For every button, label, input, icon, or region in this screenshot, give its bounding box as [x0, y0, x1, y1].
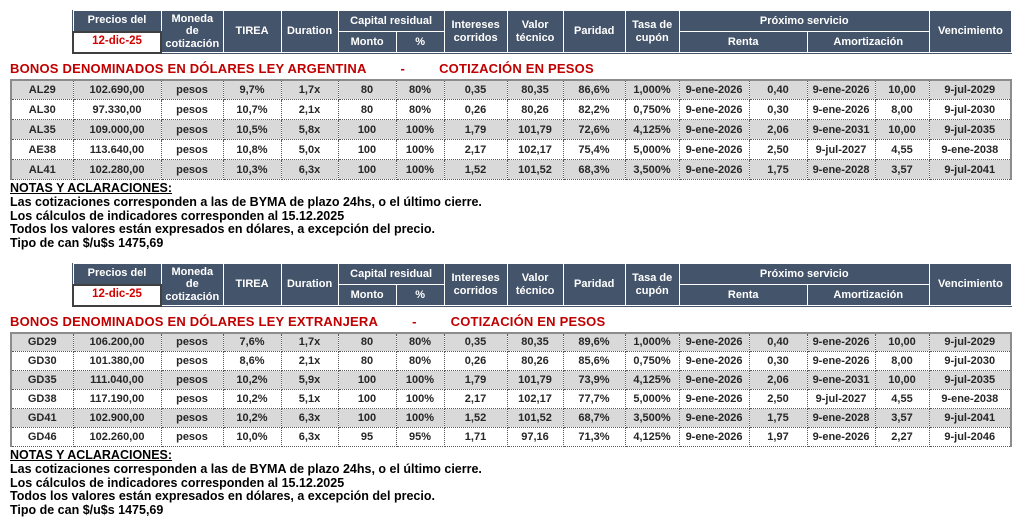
cell-vencimiento: 9-ene-2038: [929, 390, 1011, 409]
cell-monto: 100: [338, 390, 396, 409]
bond-row-GD46: [11, 428, 1011, 447]
cell-tasa_cupon: 3,500%: [625, 409, 679, 428]
cell-precio: 102.690,00: [73, 80, 161, 100]
cell-duration: 6,3x: [281, 428, 338, 447]
cell-amortizacion_monto: 8,00: [875, 100, 929, 120]
cell-precio: 117.190,00: [73, 390, 161, 409]
cell-tasa_cupon: 4,125%: [625, 120, 679, 140]
cell-paridad: 86,6%: [563, 80, 625, 100]
col-header-tirea: TIREA: [223, 264, 281, 306]
cell-amortizacion_fecha: 9-ene-2031: [807, 371, 875, 390]
cell-duration: 5,1x: [281, 390, 338, 409]
bond-table-ley-argentina: [10, 79, 1012, 181]
cell-paridad: 68,3%: [563, 160, 625, 180]
cell-moneda: pesos: [161, 80, 223, 100]
cell-intereses_corridos: 0,35: [444, 80, 507, 100]
cell-valor_tecnico: 80,26: [507, 100, 563, 120]
cell-valor_tecnico: 80,35: [507, 333, 563, 352]
notes-line-2: Los cálculos de indicadores corresponden al 15.12.2025: [10, 210, 1024, 224]
cell-tasa_cupon: 1,000%: [625, 333, 679, 352]
col-header-proximo-servicio: Próximo servicio: [679, 264, 929, 285]
cell-ticker: GD41: [11, 409, 73, 428]
cell-renta_fecha: 9-ene-2026: [679, 390, 749, 409]
cell-monto: 80: [338, 333, 396, 352]
col-header-precios-del: Precios del: [73, 264, 161, 285]
notes-block-2: [10, 448, 1024, 517]
cell-duration: 1,7x: [281, 80, 338, 100]
col-header-moneda: Moneda de cotización: [161, 11, 223, 53]
cell-amortizacion_monto: 4,55: [875, 140, 929, 160]
cell-precio: 106.200,00: [73, 333, 161, 352]
cell-amortizacion_fecha: 9-ene-2026: [807, 352, 875, 371]
cell-valor_tecnico: 80,26: [507, 352, 563, 371]
cell-monto: 100: [338, 120, 396, 140]
cell-pct: 80%: [396, 333, 444, 352]
cell-vencimiento: 9-jul-2030: [929, 100, 1011, 120]
cell-valor_tecnico: 80,35: [507, 80, 563, 100]
cell-intereses_corridos: 1,79: [444, 120, 507, 140]
notes-line-1: Las cotizaciones corresponden a las de BYMA de plazo 24hs, o el último cierre.: [10, 463, 1024, 477]
column-header-table-2: [72, 263, 1012, 307]
cell-renta_monto: 0,30: [749, 100, 807, 120]
cell-intereses_corridos: 1,52: [444, 409, 507, 428]
cell-valor_tecnico: 102,17: [507, 140, 563, 160]
col-header-duration: Duration: [281, 264, 338, 306]
col-header-pct: %: [396, 32, 444, 53]
cell-precio: 111.040,00: [73, 371, 161, 390]
col-header-proximo-servicio: Próximo servicio: [679, 11, 929, 32]
cell-monto: 80: [338, 100, 396, 120]
cell-ticker: AE38: [11, 140, 73, 160]
cell-monto: 100: [338, 140, 396, 160]
cell-pct: 80%: [396, 80, 444, 100]
col-header-amortizacion: Amortización: [807, 285, 929, 306]
cell-vencimiento: 9-jul-2046: [929, 428, 1011, 447]
cell-precio: 102.280,00: [73, 160, 161, 180]
cell-tasa_cupon: 5,000%: [625, 390, 679, 409]
cell-renta_fecha: 9-ene-2026: [679, 140, 749, 160]
cell-tirea: 7,6%: [223, 333, 281, 352]
bond-row-GD41: [11, 409, 1011, 428]
cell-amortizacion_monto: 4,55: [875, 390, 929, 409]
cell-pct: 95%: [396, 428, 444, 447]
cell-renta_monto: 1,97: [749, 428, 807, 447]
cell-paridad: 71,3%: [563, 428, 625, 447]
bond-row-AL30: [11, 100, 1011, 120]
cell-amortizacion_fecha: 9-ene-2026: [807, 80, 875, 100]
cell-pct: 100%: [396, 140, 444, 160]
cell-intereses_corridos: 1,79: [444, 371, 507, 390]
cell-renta_fecha: 9-ene-2026: [679, 80, 749, 100]
cell-pct: 100%: [396, 120, 444, 140]
cell-precio: 101.380,00: [73, 352, 161, 371]
cell-vencimiento: 9-jul-2041: [929, 160, 1011, 180]
section-title-dash: -: [401, 61, 406, 76]
bond-row-AE38: [11, 140, 1011, 160]
cell-valor_tecnico: 101,79: [507, 120, 563, 140]
cell-amortizacion_fecha: 9-ene-2026: [807, 333, 875, 352]
cell-tirea: 10,3%: [223, 160, 281, 180]
col-header-pct: %: [396, 285, 444, 306]
section-title-ley-extranjera: [10, 314, 1024, 329]
col-header-paridad: Paridad: [563, 11, 625, 53]
cell-monto: 100: [338, 160, 396, 180]
section-title-law-text: BONOS DENOMINADOS EN DÓLARES LEY ARGENTINA: [10, 61, 367, 76]
price-date-field[interactable]: 12-dic-25: [73, 32, 161, 53]
cell-renta_fecha: 9-ene-2026: [679, 333, 749, 352]
cell-pct: 100%: [396, 390, 444, 409]
cell-intereses_corridos: 0,35: [444, 333, 507, 352]
cell-amortizacion_fecha: 9-ene-2028: [807, 160, 875, 180]
section-title-dash: -: [412, 314, 417, 329]
cell-renta_monto: 2,50: [749, 390, 807, 409]
cell-moneda: pesos: [161, 428, 223, 447]
cell-renta_monto: 0,40: [749, 333, 807, 352]
cell-valor_tecnico: 101,79: [507, 371, 563, 390]
cell-renta_fecha: 9-ene-2026: [679, 160, 749, 180]
cell-moneda: pesos: [161, 352, 223, 371]
cell-duration: 6,3x: [281, 409, 338, 428]
cell-precio: 113.640,00: [73, 140, 161, 160]
cell-tirea: 10,7%: [223, 100, 281, 120]
col-header-monto: Monto: [338, 285, 396, 306]
cell-duration: 5,0x: [281, 140, 338, 160]
notes-line-3: Todos los valores están expresados en dólares, a excepción del precio.: [10, 490, 1024, 504]
cell-vencimiento: 9-jul-2030: [929, 352, 1011, 371]
col-header-paridad: Paridad: [563, 264, 625, 306]
cell-intereses_corridos: 0,26: [444, 352, 507, 371]
cell-precio: 102.900,00: [73, 409, 161, 428]
col-header-vencimiento: Vencimiento: [929, 11, 1011, 53]
cell-amortizacion_monto: 10,00: [875, 371, 929, 390]
cell-vencimiento: 9-jul-2041: [929, 409, 1011, 428]
bond-table-ley-extranjera: [10, 332, 1012, 448]
cell-tirea: 10,5%: [223, 120, 281, 140]
cell-paridad: 68,7%: [563, 409, 625, 428]
cell-paridad: 89,6%: [563, 333, 625, 352]
col-header-monto: Monto: [338, 32, 396, 53]
cell-renta_monto: 0,30: [749, 352, 807, 371]
cell-renta_monto: 2,06: [749, 120, 807, 140]
cell-monto: 80: [338, 80, 396, 100]
cell-pct: 80%: [396, 100, 444, 120]
notes-line-1: Las cotizaciones corresponden a las de BYMA de plazo 24hs, o el último cierre.: [10, 196, 1024, 210]
col-header-tasa-cupon: Tasa de cupón: [625, 264, 679, 306]
cell-amortizacion_monto: 10,00: [875, 120, 929, 140]
col-header-valor-tecnico: Valor técnico: [507, 264, 563, 306]
cell-moneda: pesos: [161, 120, 223, 140]
cell-amortizacion_monto: 3,57: [875, 409, 929, 428]
cell-amortizacion_fecha: 9-jul-2027: [807, 140, 875, 160]
cell-amortizacion_monto: 10,00: [875, 80, 929, 100]
cell-renta_monto: 1,75: [749, 160, 807, 180]
cell-ticker: GD35: [11, 371, 73, 390]
cell-tasa_cupon: 4,125%: [625, 428, 679, 447]
cell-renta_fecha: 9-ene-2026: [679, 371, 749, 390]
cell-paridad: 73,9%: [563, 371, 625, 390]
cell-paridad: 77,7%: [563, 390, 625, 409]
cell-monto: 100: [338, 409, 396, 428]
cell-vencimiento: 9-jul-2029: [929, 80, 1011, 100]
cell-amortizacion_fecha: 9-ene-2031: [807, 120, 875, 140]
section-ley-extranjera: [10, 263, 1024, 517]
col-header-valor-tecnico: Valor técnico: [507, 11, 563, 53]
notes-block-1: [10, 181, 1024, 250]
cell-tirea: 9,7%: [223, 80, 281, 100]
cell-pct: 100%: [396, 409, 444, 428]
bond-row-GD35: [11, 371, 1011, 390]
cell-tasa_cupon: 4,125%: [625, 371, 679, 390]
cell-valor_tecnico: 97,16: [507, 428, 563, 447]
col-header-capital-residual: Capital residual: [338, 264, 444, 285]
cell-tasa_cupon: 0,750%: [625, 352, 679, 371]
cell-monto: 95: [338, 428, 396, 447]
cell-moneda: pesos: [161, 160, 223, 180]
cell-renta_monto: 2,06: [749, 371, 807, 390]
section-ley-argentina: [10, 10, 1024, 250]
cell-renta_monto: 0,40: [749, 80, 807, 100]
cell-duration: 2,1x: [281, 100, 338, 120]
cell-tirea: 10,2%: [223, 409, 281, 428]
cell-pct: 100%: [396, 371, 444, 390]
cell-amortizacion_fecha: 9-jul-2027: [807, 390, 875, 409]
cell-valor_tecnico: 102,17: [507, 390, 563, 409]
cell-duration: 5,9x: [281, 371, 338, 390]
col-header-capital-residual: Capital residual: [338, 11, 444, 32]
cell-vencimiento: 9-ene-2038: [929, 140, 1011, 160]
cell-pct: 100%: [396, 160, 444, 180]
col-header-duration: Duration: [281, 11, 338, 53]
cell-tirea: 8,6%: [223, 352, 281, 371]
section-title-ley-argentina: [10, 61, 1024, 76]
cell-ticker: GD30: [11, 352, 73, 371]
cell-renta_fecha: 9-ene-2026: [679, 409, 749, 428]
col-header-intereses: Intereses corridos: [444, 11, 507, 53]
cell-paridad: 85,6%: [563, 352, 625, 371]
cell-moneda: pesos: [161, 371, 223, 390]
col-header-renta: Renta: [679, 285, 807, 306]
col-header-amortizacion: Amortización: [807, 32, 929, 53]
notes-heading: NOTAS Y ACLARACIONES:: [10, 448, 1024, 462]
cell-valor_tecnico: 101,52: [507, 160, 563, 180]
notes-line-4: Tipo de can $/u$s 1475,69: [10, 237, 1024, 251]
cell-paridad: 72,6%: [563, 120, 625, 140]
bond-row-AL41: [11, 160, 1011, 180]
cell-tirea: 10,0%: [223, 428, 281, 447]
notes-line-2: Los cálculos de indicadores corresponden al 15.12.2025: [10, 477, 1024, 491]
col-header-renta: Renta: [679, 32, 807, 53]
cell-moneda: pesos: [161, 100, 223, 120]
cell-tasa_cupon: 5,000%: [625, 140, 679, 160]
price-date-field[interactable]: 12-dic-25: [73, 285, 161, 306]
notes-line-4: Tipo de can $/u$s 1475,69: [10, 504, 1024, 517]
cell-ticker: GD46: [11, 428, 73, 447]
cell-intereses_corridos: 2,17: [444, 140, 507, 160]
cell-precio: 102.260,00: [73, 428, 161, 447]
cell-ticker: AL30: [11, 100, 73, 120]
cell-ticker: AL35: [11, 120, 73, 140]
bond-row-GD30: [11, 352, 1011, 371]
cell-renta_fecha: 9-ene-2026: [679, 352, 749, 371]
cell-monto: 100: [338, 371, 396, 390]
cell-vencimiento: 9-jul-2029: [929, 333, 1011, 352]
col-header-tasa-cupon: Tasa de cupón: [625, 11, 679, 53]
cell-ticker: GD38: [11, 390, 73, 409]
cell-intereses_corridos: 1,52: [444, 160, 507, 180]
cell-duration: 1,7x: [281, 333, 338, 352]
cell-amortizacion_monto: 2,27: [875, 428, 929, 447]
col-header-tirea: TIREA: [223, 11, 281, 53]
cell-moneda: pesos: [161, 140, 223, 160]
cell-paridad: 75,4%: [563, 140, 625, 160]
cell-intereses_corridos: 0,26: [444, 100, 507, 120]
cell-ticker: AL41: [11, 160, 73, 180]
section-title-quote-text: COTIZACIÓN EN PESOS: [439, 61, 594, 76]
cell-intereses_corridos: 2,17: [444, 390, 507, 409]
cell-precio: 97.330,00: [73, 100, 161, 120]
cell-ticker: AL29: [11, 80, 73, 100]
cell-tasa_cupon: 3,500%: [625, 160, 679, 180]
cell-tirea: 10,2%: [223, 390, 281, 409]
notes-line-3: Todos los valores están expresados en dólares, a excepción del precio.: [10, 223, 1024, 237]
bond-row-GD29: [11, 333, 1011, 352]
cell-vencimiento: 9-jul-2035: [929, 120, 1011, 140]
cell-amortizacion_fecha: 9-ene-2028: [807, 409, 875, 428]
cell-tirea: 10,2%: [223, 371, 281, 390]
cell-ticker: GD29: [11, 333, 73, 352]
cell-valor_tecnico: 101,52: [507, 409, 563, 428]
column-header-table-1: [72, 10, 1012, 54]
bond-row-GD38: [11, 390, 1011, 409]
cell-precio: 109.000,00: [73, 120, 161, 140]
cell-amortizacion_fecha: 9-ene-2026: [807, 428, 875, 447]
cell-moneda: pesos: [161, 333, 223, 352]
cell-pct: 80%: [396, 352, 444, 371]
cell-renta_fecha: 9-ene-2026: [679, 428, 749, 447]
cell-tirea: 10,8%: [223, 140, 281, 160]
col-header-moneda: Moneda de cotización: [161, 264, 223, 306]
section-title-quote-text: COTIZACIÓN EN PESOS: [451, 314, 606, 329]
cell-vencimiento: 9-jul-2035: [929, 371, 1011, 390]
cell-amortizacion_fecha: 9-ene-2026: [807, 100, 875, 120]
cell-paridad: 82,2%: [563, 100, 625, 120]
cell-duration: 6,3x: [281, 160, 338, 180]
col-header-vencimiento: Vencimiento: [929, 264, 1011, 306]
col-header-intereses: Intereses corridos: [444, 264, 507, 306]
col-header-precios-del: Precios del: [73, 11, 161, 32]
cell-amortizacion_monto: 3,57: [875, 160, 929, 180]
cell-tasa_cupon: 1,000%: [625, 80, 679, 100]
cell-duration: 2,1x: [281, 352, 338, 371]
notes-heading: NOTAS Y ACLARACIONES:: [10, 181, 1024, 195]
cell-amortizacion_monto: 10,00: [875, 333, 929, 352]
cell-renta_monto: 2,50: [749, 140, 807, 160]
cell-renta_fecha: 9-ene-2026: [679, 100, 749, 120]
cell-renta_monto: 1,75: [749, 409, 807, 428]
cell-monto: 80: [338, 352, 396, 371]
cell-moneda: pesos: [161, 390, 223, 409]
cell-renta_fecha: 9-ene-2026: [679, 120, 749, 140]
section-title-law-text: BONOS DENOMINADOS EN DÓLARES LEY EXTRANJERA: [10, 314, 378, 329]
cell-intereses_corridos: 1,71: [444, 428, 507, 447]
cell-moneda: pesos: [161, 409, 223, 428]
cell-tasa_cupon: 0,750%: [625, 100, 679, 120]
bond-row-AL29: [11, 80, 1011, 100]
cell-amortizacion_monto: 8,00: [875, 352, 929, 371]
cell-duration: 5,8x: [281, 120, 338, 140]
bond-row-AL35: [11, 120, 1011, 140]
